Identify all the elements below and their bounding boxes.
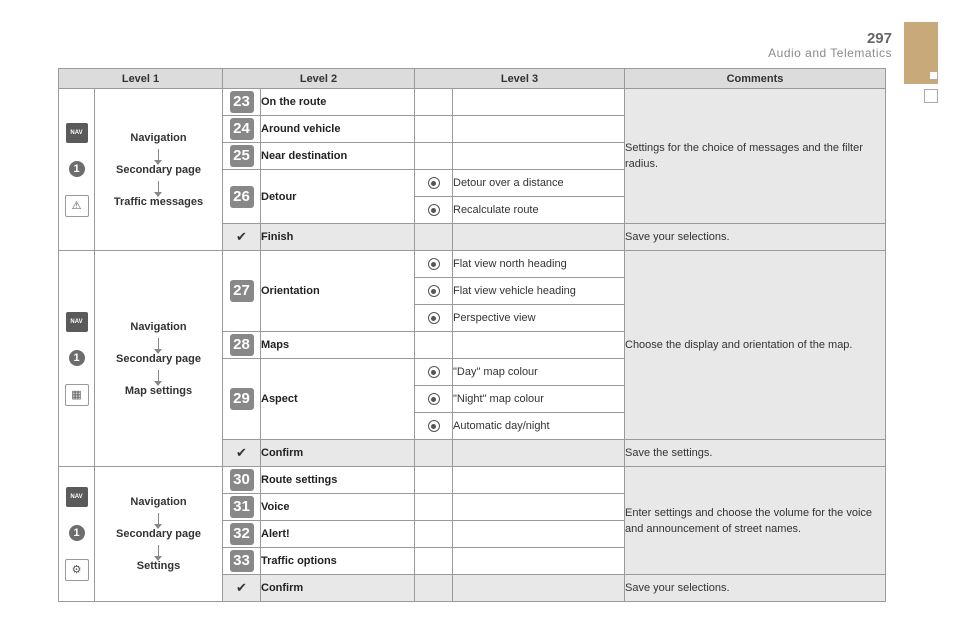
- level2-label: Route settings: [261, 467, 415, 494]
- level1-step: Secondary page: [116, 352, 201, 365]
- level1-step: Map settings: [124, 384, 193, 397]
- option-radio-cell: [415, 386, 453, 413]
- level3-option: Perspective view: [453, 305, 625, 332]
- header-level2: Level 2: [223, 69, 415, 89]
- nav-badge-wrap: [59, 123, 94, 143]
- empty-cell: [453, 116, 625, 143]
- step-number-badge: 23: [230, 91, 254, 113]
- empty-cell: [453, 575, 625, 602]
- empty-cell: [415, 467, 453, 494]
- level1-path: [95, 251, 223, 467]
- step-number-badge: 26: [230, 186, 254, 208]
- chapter-tab-marker: [930, 72, 937, 79]
- empty-cell: [415, 548, 453, 575]
- step-one-icon: 1: [69, 161, 85, 177]
- level3-option: Flat view vehicle heading: [453, 278, 625, 305]
- level1-path: [95, 89, 223, 251]
- traffic-icon: ⚠: [65, 195, 89, 217]
- step-badge-wrap: [59, 350, 94, 366]
- option-radio-cell: [415, 170, 453, 197]
- comment-cell: Settings for the choice of messages and the filter radius.: [625, 89, 886, 224]
- empty-cell: [415, 143, 453, 170]
- empty-cell: [453, 89, 625, 116]
- radio-option-icon: [428, 312, 440, 324]
- option-radio-cell: [415, 278, 453, 305]
- step-number-badge: 30: [230, 469, 254, 491]
- empty-cell: [415, 440, 453, 467]
- step-number-cell: [223, 494, 261, 521]
- level2-label: Maps: [261, 332, 415, 359]
- level2-label: Orientation: [261, 251, 415, 332]
- empty-cell: [453, 494, 625, 521]
- level2-label: Voice: [261, 494, 415, 521]
- level1-icons: [59, 251, 95, 467]
- level1-icon-stack: [59, 123, 94, 217]
- level1-icon-stack: [59, 312, 94, 406]
- empty-cell: [453, 143, 625, 170]
- header-level1: Level 1: [59, 69, 223, 89]
- level1-step: Navigation: [130, 496, 187, 508]
- step-number-cell: [223, 359, 261, 440]
- down-arrow-icon: [158, 513, 159, 525]
- comment-cell: Enter settings and choose the volume for the voice and announcement of street names.: [625, 467, 886, 575]
- final-action-label: Confirm: [261, 440, 415, 467]
- step-badge-wrap: [59, 161, 94, 177]
- level3-option: "Night" map colour: [453, 386, 625, 413]
- level1-step: Secondary page: [116, 528, 201, 540]
- nav-icon: NAV: [66, 487, 88, 507]
- level2-label: Alert!: [261, 521, 415, 548]
- level3-option: Flat view north heading: [453, 251, 625, 278]
- settings-icon: ⚙: [65, 559, 89, 581]
- function-icon-wrap: [59, 195, 94, 217]
- level1-path: [95, 467, 223, 602]
- check-cell: [223, 440, 261, 467]
- step-number-badge: 29: [230, 388, 254, 410]
- level1-step: Traffic messages: [113, 195, 204, 208]
- empty-cell: [415, 521, 453, 548]
- step-one-icon: 1: [69, 350, 85, 366]
- level2-label: On the route: [261, 89, 415, 116]
- step-number-cell: [223, 116, 261, 143]
- step-number-cell: [223, 521, 261, 548]
- radio-option-icon: [428, 258, 440, 270]
- level3-option: "Day" map colour: [453, 359, 625, 386]
- nav-icon: NAV: [66, 312, 88, 332]
- empty-cell: [415, 332, 453, 359]
- comment-cell: Choose the display and orientation of the map.: [625, 251, 886, 440]
- option-radio-cell: [415, 359, 453, 386]
- level1-step: Navigation: [130, 131, 187, 144]
- down-arrow-icon: [158, 370, 159, 382]
- level2-label: Around vehicle: [261, 116, 415, 143]
- radio-option-icon: [428, 420, 440, 432]
- check-cell: [223, 224, 261, 251]
- level1-step: Settings: [136, 560, 181, 572]
- empty-cell: [453, 548, 625, 575]
- level1-icons: [59, 89, 95, 251]
- function-icon-wrap: [59, 559, 94, 581]
- check-cell: [223, 575, 261, 602]
- empty-cell: [415, 89, 453, 116]
- step-number-cell: [223, 89, 261, 116]
- nav-icon: NAV: [66, 123, 88, 143]
- step-badge-wrap: [59, 525, 94, 541]
- level2-label: Detour: [261, 170, 415, 224]
- option-radio-cell: [415, 305, 453, 332]
- level3-option: Detour over a distance: [453, 170, 625, 197]
- level1-icon-stack: [59, 487, 94, 581]
- settings-table: [58, 68, 886, 602]
- level1-step: Navigation: [130, 320, 187, 333]
- map-icon: ▦: [65, 384, 89, 406]
- nav-badge-wrap: [59, 312, 94, 332]
- empty-cell: [453, 224, 625, 251]
- page-number: 297: [866, 30, 892, 47]
- down-arrow-icon: [158, 149, 159, 161]
- final-comment: Save the settings.: [625, 440, 886, 467]
- empty-cell: [415, 224, 453, 251]
- step-number-badge: 31: [230, 496, 254, 518]
- empty-cell: [415, 575, 453, 602]
- step-number-cell: [223, 467, 261, 494]
- empty-cell: [453, 332, 625, 359]
- option-radio-cell: [415, 251, 453, 278]
- step-number-badge: 27: [230, 280, 254, 302]
- down-arrow-icon: [158, 545, 159, 557]
- empty-cell: [415, 116, 453, 143]
- down-arrow-icon: [158, 338, 159, 350]
- step-number-badge: 28: [230, 334, 254, 356]
- final-comment: Save your selections.: [625, 575, 886, 602]
- empty-cell: [415, 494, 453, 521]
- step-number-badge: 24: [230, 118, 254, 140]
- chapter-tab-box: [924, 89, 938, 103]
- step-number-badge: 32: [230, 523, 254, 545]
- option-radio-cell: [415, 413, 453, 440]
- step-one-icon: 1: [69, 525, 85, 541]
- down-arrow-icon: [158, 181, 159, 193]
- nav-badge-wrap: [59, 487, 94, 507]
- radio-option-icon: [428, 285, 440, 297]
- level3-option: Automatic day/night: [453, 413, 625, 440]
- radio-option-icon: [428, 204, 440, 216]
- step-number-badge: 33: [230, 550, 254, 572]
- final-action-label: Confirm: [261, 575, 415, 602]
- step-number-cell: [223, 251, 261, 332]
- header-comments: Comments: [625, 69, 886, 89]
- level1-step: Secondary page: [116, 163, 201, 176]
- header-level3: Level 3: [415, 69, 625, 89]
- level1-icons: [59, 467, 95, 602]
- level2-label: Near destination: [261, 143, 415, 170]
- step-number-cell: [223, 332, 261, 359]
- section-title: Audio and Telematics: [768, 46, 892, 60]
- radio-option-icon: [428, 177, 440, 189]
- step-number-badge: 25: [230, 145, 254, 167]
- step-number-cell: [223, 143, 261, 170]
- level2-label: Traffic options: [261, 548, 415, 575]
- radio-option-icon: [428, 393, 440, 405]
- level3-option: Recalculate route: [453, 197, 625, 224]
- step-number-cell: [223, 548, 261, 575]
- final-action-label: Finish: [261, 224, 415, 251]
- function-icon-wrap: [59, 384, 94, 406]
- check-icon: ✔: [236, 229, 247, 244]
- empty-cell: [453, 440, 625, 467]
- option-radio-cell: [415, 197, 453, 224]
- check-icon: ✔: [236, 445, 247, 460]
- check-icon: ✔: [236, 580, 247, 595]
- step-number-cell: [223, 170, 261, 224]
- empty-cell: [453, 467, 625, 494]
- level2-label: Aspect: [261, 359, 415, 440]
- final-comment: Save your selections.: [625, 224, 886, 251]
- radio-option-icon: [428, 366, 440, 378]
- empty-cell: [453, 521, 625, 548]
